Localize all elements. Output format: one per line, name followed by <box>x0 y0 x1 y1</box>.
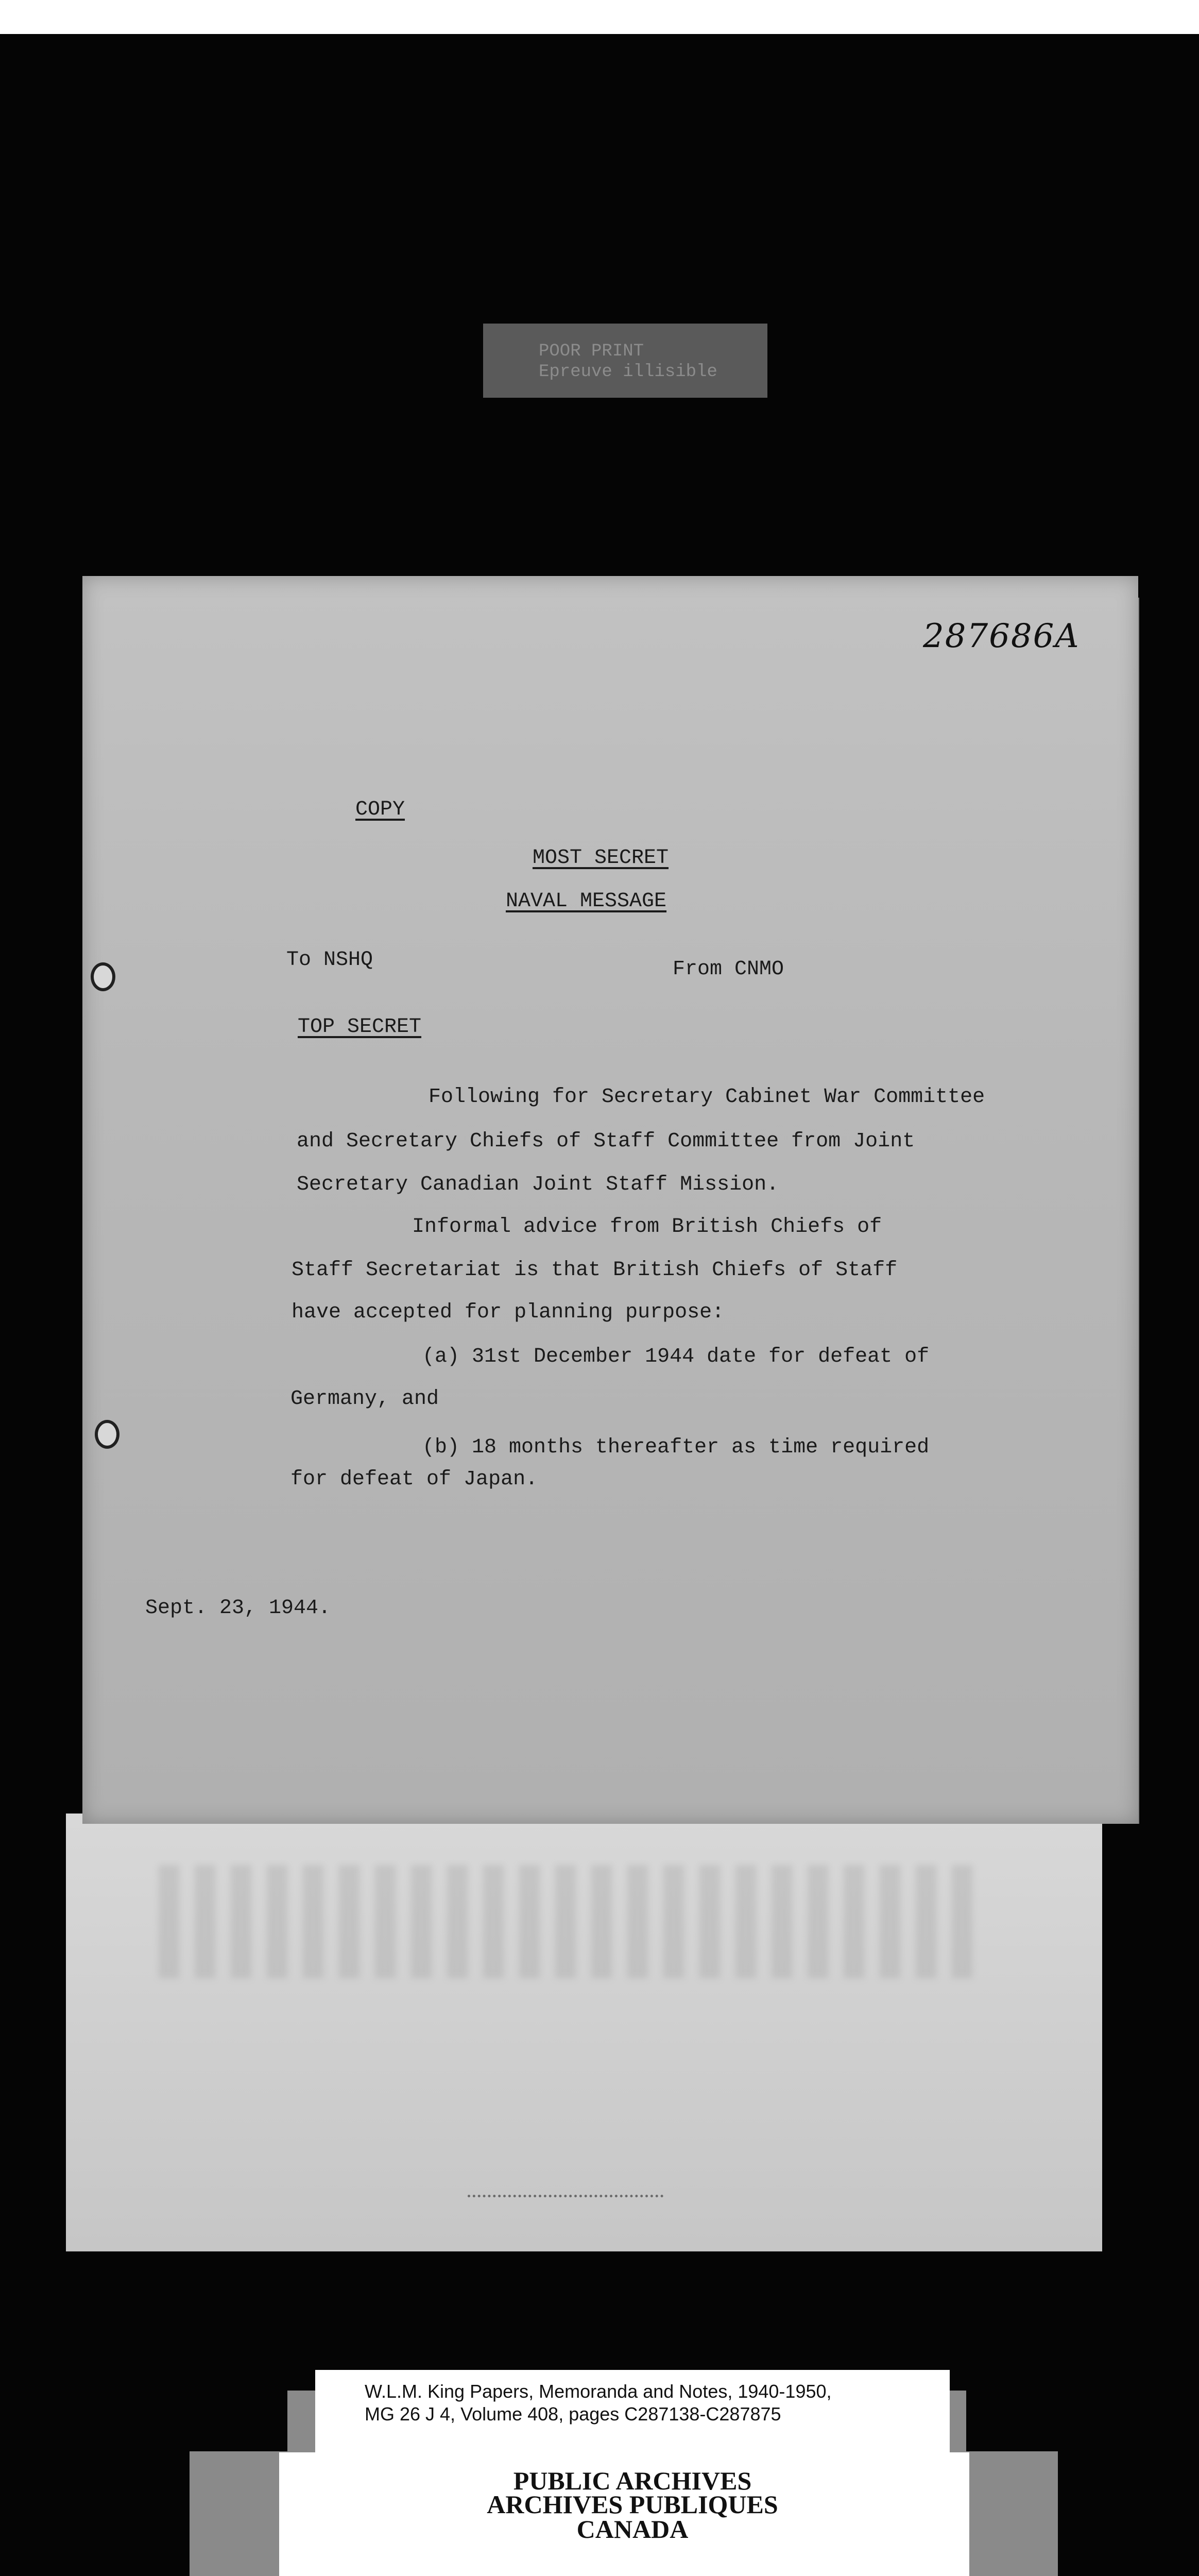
item-a-line2: Germany, and <box>290 1387 439 1411</box>
faint-mark <box>468 2195 663 2202</box>
copy-label: COPY <box>355 798 405 821</box>
to-line: To NSHQ <box>286 948 373 972</box>
item-b-line2: for defeat of Japan. <box>290 1468 538 1491</box>
archive-label <box>315 2370 950 2576</box>
item-b-line1: (b) 18 months thereafter as time required <box>422 1436 930 1459</box>
paragraph2-line3: have accepted for planning purpose: <box>292 1301 725 1324</box>
archive-citation-line1: W.L.M. King Papers, Memoranda and Notes, 1940-1950, <box>365 2381 832 2402</box>
item-a-line1: (a) 31st December 1944 date for defeat of <box>422 1345 930 1368</box>
paragraph2-line1: Informal advice from British Chiefs of <box>412 1215 882 1239</box>
classification-heading: MOST SECRET <box>533 846 669 870</box>
paragraph1-line1: Following for Secretary Cabinet War Committee <box>429 1086 985 1109</box>
from-line: From CNMO <box>673 958 784 981</box>
document-date: Sept. 23, 1944. <box>145 1597 331 1620</box>
paragraph1-line3: Secretary Canadian Joint Staff Mission. <box>297 1173 779 1196</box>
paper-lower-sheet <box>66 1814 1102 2251</box>
paragraph2-line2: Staff Secretariat is that British Chiefs of Staff <box>292 1259 898 1282</box>
reference-number: 287686A <box>923 617 1080 655</box>
label-notch <box>966 2391 1058 2451</box>
punch-hole-icon <box>95 1420 119 1449</box>
archive-stamp-line1: PUBLIC ARCHIVES <box>513 2466 752 2495</box>
bleed-through-text <box>159 1865 983 1978</box>
message-type-heading: NAVAL MESSAGE <box>506 890 667 913</box>
poor-print-line2: Epreuve illisible <box>539 362 717 382</box>
punch-hole-icon <box>91 962 115 991</box>
archive-stamp-line3: CANADA <box>576 2515 689 2544</box>
top-secret-label: TOP SECRET <box>298 1015 422 1039</box>
poor-print-line1: POOR PRINT <box>539 342 644 361</box>
document-page <box>82 576 1138 1824</box>
label-notch <box>190 2391 287 2451</box>
archive-stamp-line2: ARCHIVES PUBLIQUES <box>487 2490 778 2519</box>
poor-print-notice <box>483 324 767 398</box>
paragraph1-line2: and Secretary Chiefs of Staff Committee from Joint <box>297 1130 915 1153</box>
archive-citation-line2: MG 26 J 4, Volume 408, pages C287138-C287875 <box>365 2403 781 2425</box>
